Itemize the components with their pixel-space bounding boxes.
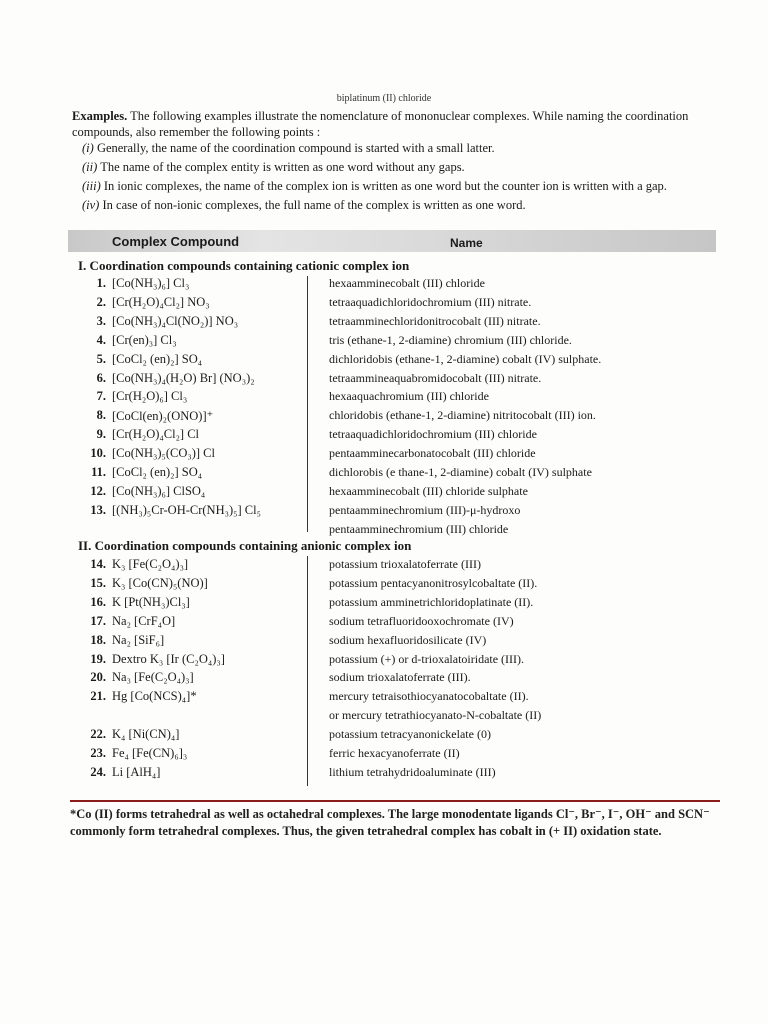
row-name: dichlorobis (e thane-1, 2-diamine) cobalt (IV) sulphate bbox=[329, 465, 592, 479]
table-row bbox=[78, 765, 728, 783]
table-row bbox=[78, 614, 728, 632]
row-number: 21. bbox=[90, 689, 106, 704]
intro-paragraph bbox=[72, 108, 722, 140]
row-name: pentaamminechromium (III) chloride bbox=[329, 521, 509, 536]
row-number: 14. bbox=[90, 557, 106, 571]
point-item bbox=[82, 178, 732, 194]
table-row bbox=[78, 371, 728, 389]
table-row bbox=[78, 727, 728, 745]
table-row bbox=[78, 314, 728, 332]
header-complex-compound: Complex Compound bbox=[112, 234, 240, 249]
row-number: 2. bbox=[96, 294, 106, 309]
footnote: *Co (II) forms tetrahedral as well as octahedral complexes. The large monodentate ligands Cl⁻, Br⁻, I⁻, OH⁻ and SCN⁻ commonly form tetrahedral complexes. Thus, the given tetrahedral complex has cobalt in (+ II) oxidation state. bbox=[70, 807, 710, 838]
row-number: 13. bbox=[90, 502, 106, 517]
row-number: 10. bbox=[90, 446, 106, 461]
top-caption: biplatinum (II) chloride bbox=[336, 93, 432, 104]
row-number: 20. bbox=[90, 670, 106, 685]
row-name: potassium amminetrichloridoplatinate (II). bbox=[329, 594, 534, 609]
section-anionic-title: II. Coordination compounds containing anionic complex ion bbox=[78, 538, 412, 553]
row-number: 16. bbox=[90, 594, 106, 609]
row-number: 24. bbox=[90, 764, 106, 779]
points-list bbox=[82, 140, 732, 216]
table-row bbox=[78, 557, 728, 575]
table-row bbox=[78, 333, 728, 351]
table-row bbox=[78, 522, 728, 540]
row-name: pentaamminechromium (III)-μ-hydroxo bbox=[329, 502, 521, 517]
row-number: 22. bbox=[90, 727, 106, 742]
section-cationic-title: I. Coordination compounds containing cationic complex ion bbox=[78, 258, 410, 273]
table-row bbox=[78, 352, 728, 370]
row-formula: Li [AlH₄] bbox=[112, 764, 161, 779]
row-formula: [CoCl₂ (en)₂] SO₄ bbox=[112, 351, 203, 366]
row-name: tetraamminechloridonitrocobalt (III) nitrate. bbox=[329, 313, 541, 328]
row-formula: [Cr(H₂O)₄Cl₂] NO₃ bbox=[112, 294, 210, 309]
intro-text: The following examples illustrate the nomenclature of mononuclear complexes. While naming the coordination compounds, also remember the following points : bbox=[72, 109, 689, 139]
row-formula: K [Pt(NH₃)Cl₃] bbox=[112, 594, 190, 609]
point-item bbox=[82, 197, 732, 213]
row-number: 23. bbox=[90, 746, 106, 760]
point-label: (iii) bbox=[82, 179, 101, 193]
table-row bbox=[78, 689, 728, 707]
row-name: tris (ethane-1, 2-diamine) chromium (III) chloride. bbox=[329, 332, 572, 347]
table-row bbox=[78, 576, 728, 594]
point-item bbox=[82, 140, 732, 156]
row-name: pentaamminecarbonatocobalt (III) chloride bbox=[329, 446, 536, 461]
header-name: Name bbox=[450, 236, 483, 250]
row-formula: Na₃ [Fe(C₂O₄)₃] bbox=[112, 670, 194, 685]
row-name: hexaamminecobalt (III) chloride sulphate bbox=[329, 483, 528, 498]
row-formula: K₃ [Co(CN)₅(NO)] bbox=[112, 575, 208, 590]
table-row bbox=[78, 595, 728, 613]
table-row bbox=[78, 670, 728, 688]
row-name: tetraammineaquabromidocobalt (III) nitrate. bbox=[329, 370, 542, 385]
row-name: hexaamminecobalt (III) chloride bbox=[329, 276, 485, 290]
row-formula: [Cr(en)₃] Cl₃ bbox=[112, 332, 177, 347]
table-row bbox=[78, 389, 728, 407]
row-formula: [Co(NH₃)₄(H₂O) Br] (NO₃)₂ bbox=[112, 370, 255, 385]
row-name: tetraaquadichloridochromium (III) chloride bbox=[329, 427, 537, 442]
row-number: 19. bbox=[90, 651, 106, 666]
row-formula: Hg [Co(NCS)₄]* bbox=[112, 689, 197, 704]
table-row bbox=[78, 408, 728, 426]
table-row bbox=[78, 633, 728, 651]
row-formula: [Cr(H₂O)₆] Cl₃ bbox=[112, 389, 188, 404]
table-row bbox=[78, 708, 728, 726]
point-text: In case of non-ionic complexes, the full name of the complex is written as one word. bbox=[102, 198, 526, 212]
point-item bbox=[82, 159, 732, 175]
row-number: 7. bbox=[96, 389, 106, 404]
row-formula: Dextro K₃ [Ir (C₂O₄)₃] bbox=[112, 651, 225, 666]
row-number: 5. bbox=[96, 351, 106, 366]
table-row bbox=[78, 746, 728, 764]
row-name: potassium (+) or d-trioxalatoiridate (III). bbox=[329, 651, 525, 666]
point-label: (iv) bbox=[82, 198, 100, 212]
row-number: 3. bbox=[96, 313, 106, 328]
table-row bbox=[78, 295, 728, 313]
row-name: sodium hexafluoridosilicate (IV) bbox=[329, 632, 487, 647]
row-formula: K₃ [Fe(C₂O₄)₃] bbox=[112, 557, 189, 571]
row-name: sodium trioxalatoferrate (III). bbox=[329, 670, 471, 685]
row-number: 9. bbox=[96, 427, 106, 442]
row-name: chloridobis (ethane-1, 2-diamine) nitritocobalt (III) ion. bbox=[329, 408, 596, 423]
row-number: 8. bbox=[96, 408, 106, 423]
row-number: 18. bbox=[90, 632, 106, 647]
row-formula: K₄ [Ni(CN)₄] bbox=[112, 727, 180, 742]
intro-lead: Examples. bbox=[72, 109, 128, 123]
row-name: potassium pentacyanonitrosylcobaltate (II). bbox=[329, 575, 538, 590]
row-name: potassium trioxalatoferrate (III) bbox=[329, 557, 481, 571]
point-text: The name of the complex entity is written as one word without any gaps. bbox=[100, 160, 465, 174]
row-name: potassium tetracyanonickelate (0) bbox=[329, 727, 491, 742]
table-row bbox=[78, 652, 728, 670]
row-formula: Fe₄ [Fe(CN)₆]₃ bbox=[112, 746, 188, 760]
row-formula: [Cr(H₂O)₄Cl₂] Cl bbox=[112, 427, 200, 442]
row-name: hexaaquachromium (III) chloride bbox=[329, 389, 489, 404]
row-formula: [(NH₃)₅Cr-OH-Cr(NH₃)₅] Cl₅ bbox=[112, 502, 261, 517]
row-number: 1. bbox=[96, 276, 106, 290]
row-formula: [CoCl₂ (en)₂] SO₄ bbox=[112, 465, 203, 479]
row-name: lithium tetrahydridoaluminate (III) bbox=[329, 764, 496, 779]
row-number: 4. bbox=[96, 332, 106, 347]
table-row bbox=[78, 276, 728, 294]
point-text: In ionic complexes, the name of the complex ion is written as one word but the counter ion is written with a gap. bbox=[103, 179, 667, 193]
row-formula: [Co(NH₃)₅(CO₃)] Cl bbox=[112, 446, 215, 461]
table-row bbox=[78, 503, 728, 521]
row-number: 12. bbox=[90, 483, 106, 498]
row-formula: [Co(NH₃)₆] ClSO₄ bbox=[112, 483, 206, 498]
row-name: tetraaquadichloridochromium (III) nitrate. bbox=[329, 294, 532, 309]
point-label: (i) bbox=[82, 141, 94, 155]
row-formula: [CoCl(en)₂(ONO)]⁺ bbox=[112, 409, 214, 424]
row-number: 17. bbox=[90, 613, 106, 628]
row-name: dichloridobis (ethane-1, 2-diamine) cobalt (IV) sulphate. bbox=[329, 351, 602, 366]
row-number: 15. bbox=[90, 575, 106, 590]
row-number: 11. bbox=[91, 465, 106, 479]
row-name: mercury tetraisothiocyanatocobaltate (II). bbox=[329, 689, 529, 704]
row-name: sodium tetrafluoridooxochromate (IV) bbox=[329, 613, 514, 628]
row-name: ferric hexacyanoferrate (II) bbox=[329, 746, 460, 760]
table-row bbox=[78, 465, 728, 483]
row-formula: [Co(NH₃)₆] Cl₃ bbox=[112, 276, 190, 290]
row-formula: Na₂ [CrF₄O] bbox=[112, 613, 176, 628]
row-formula: Na₂ [SiF₆] bbox=[112, 632, 165, 647]
point-text: Generally, the name of the coordination compound is started with a small latter. bbox=[96, 141, 495, 155]
row-number: 6. bbox=[96, 370, 106, 385]
row-formula: [Co(NH₃)₄Cl(NO₂)] NO₃ bbox=[112, 313, 239, 328]
table-row bbox=[78, 446, 728, 464]
row-name: or mercury tetrathiocyanato-N-cobaltate (II) bbox=[329, 708, 542, 723]
table-row bbox=[78, 427, 728, 445]
footnote-rule bbox=[70, 800, 720, 802]
point-label: (ii) bbox=[82, 160, 98, 174]
table-row bbox=[78, 484, 728, 502]
